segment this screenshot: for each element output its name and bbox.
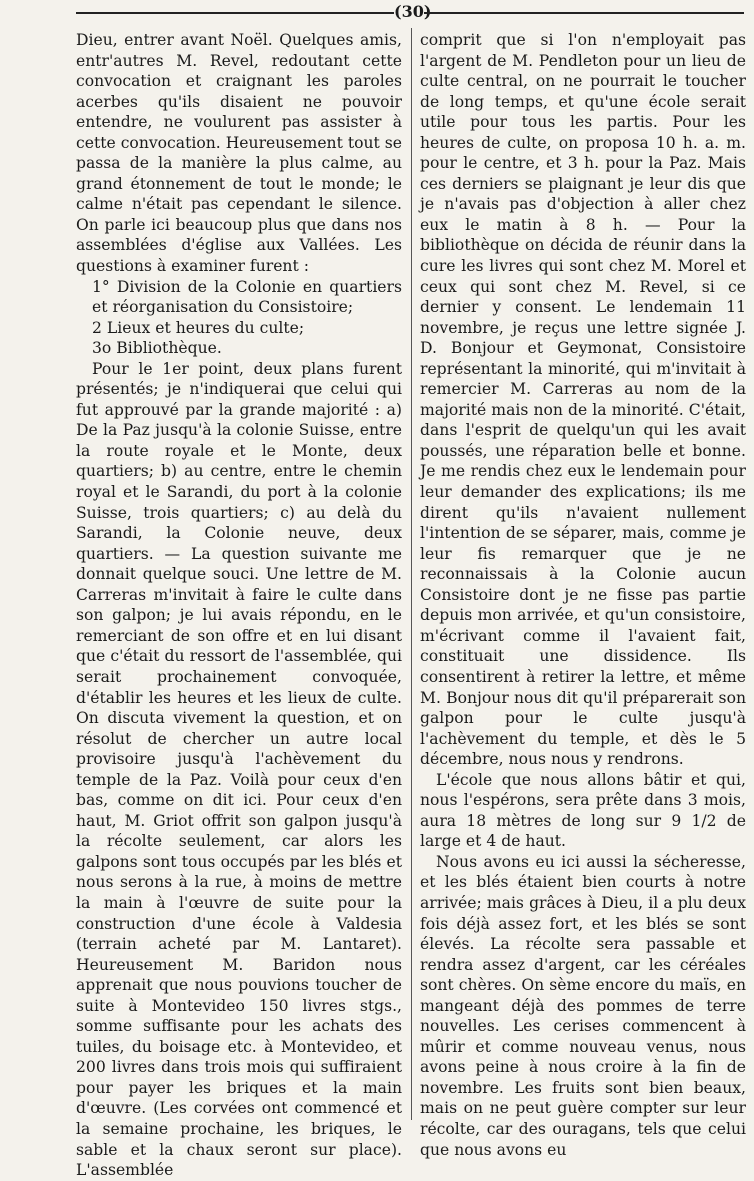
right-column [420, 30, 746, 1160]
header-rule-right [424, 12, 744, 14]
header-rule-left [76, 12, 394, 14]
left-column [76, 30, 402, 1181]
right-paragraph-1: comprit que si l'on n'employait pas l'argent de M. Pendleton pour un lieu de culte central, on ne pourrait le toucher de long temps, et qu'une école serait utile pour tous les partis. Pour les heures de culte, on proposa 10 h. a. m. pour le centre, et 3 h. pour la Paz. Mais ces derniers se plaignant je leur dis que je n'avais pas d'objection à aller chez eux le matin à 8 h. — Pour la bibliothèque on décida de réunir dans la cure les livres qui sont chez M. Morel et ceux qui sont chez M. Revel, si ce dernier y consent. Le lendemain 11 novembre, je reçus une lettre signée J. D. Bonjour et Geymonat, Consistoire représentant la minorité, qui m'invitait à remercier M. Carreras au nom de la majorité mais non de la minorité. C'était, dans l'esprit de quelqu'un qui les avait poussés, une réparation belle et bonne. Je me rendis chez eux le lendemain pour leur demander des explications; ils me dirent qu'ils n'avaient nullement l'intention de se séparer, mais, comme je leur fis remarquer que je ne reconnaissais à la Colonie aucun Consistoire dont je ne fisse pas partie depuis mon arrivée, et qu'un consistoire, m'écrivant comme il l'avaient fait, constituait une dissidence. Ils consentirent à retirer la lettre, et même M. Bonjour nous dit qu'il préparerait son galpon pour le culte jusqu'à l'achèvement du temple, et dès le 5 décembre, nous nous y rendrons. [420, 31, 746, 769]
agenda-item-1: 1° Division de la Colonie en quartiers et réorganisation du Consistoire; [92, 277, 402, 317]
left-paragraph-2: Pour le 1er point, deux plans furent présentés; je n'indiquerai que celui qui fut approuvé par la grande majorité : a) De la Paz jusqu'à la colonie Suisse, entre la route royale et le Monte, deux quartiers; b) au centre, entre le chemin royal et le Sarandi, du port à la colonie Suisse, trois quartiers; c) au delà du Sarandi, la Colonie neuve, deux quartiers. — La question suivante me donnait quelque souci. Une lettre de M. Carreras m'invitait à faire le culte dans son galpon; je lui avais répondu, en le remerciant de son offre et en lui disant que c'était du ressort de l'assemblée, qui serait prochainement convoquée, d'établir les heures et les lieux de culte. On discuta vivement la question, et on résolut de chercher un autre local provisoire jusqu'à l'achèvement du temple de la Paz. Voilà pour ceux d'en bas, comme on dit ici. Pour ceux d'en haut, M. Griot offrit son galpon jusqu'à la récolte seulement, car alors les galpons sont tous occupés par les blés et nous serons à la rue, à moins de mettre la main à l'œuvre de suite pour la construction d'une école à Valdesia (terrain acheté par M. Lantaret). Heureusement M. Baridon nous apprenait que nous pouvions toucher de suite à Montevideo 150 livres stgs., somme suffisante pour les achats des tuiles, du boisage etc. à Montevideo, et 200 livres dans trois mois qui suffiraient pour payer les briques et la main d'œuvre. (Les corvées ont commencé et la semaine prochaine, les briques, le sable et la chaux seront sur place). L'assemblée [76, 359, 402, 1180]
agenda-item-3: 3o Bibliothèque. [92, 339, 222, 358]
right-paragraph-2: L'école que nous allons bâtir et qui, nous l'espérons, sera prête dans 3 mois, aura 18 mètres de long sur 9 1/2 de large et 4 de haut. [420, 770, 746, 851]
left-paragraph-1: Dieu, entrer avant Noël. Quelques amis, entr'autres M. Revel, redoutant cette convocation et craignant les paroles acerbes qu'ils disaient ne pouvoir entendre, ne voulurent pas assister à cette convocation. Heureusement tout se passa de la manière la plus calme, au grand étonnement de tout le monde; le calme n'était pas cependant le silence. On parle ici beaucoup plus que dans nos assemblées d'église aux Vallées. Les questions à examiner furent : [76, 31, 402, 276]
page-number: (30) [394, 2, 432, 21]
column-divider [411, 28, 412, 1120]
agenda-item-2: 2 Lieux et heures du culte; [92, 318, 305, 337]
page-header [0, 0, 754, 26]
right-paragraph-3: Nous avons eu ici aussi la sécheresse, et les blés étaient bien courts à notre arrivée; mais grâces à Dieu, il a plu deux fois déjà assez fort, et les blés se sont élevés. La récolte sera passable et rendra assez d'argent, car les céréales sont chères. On sème encore du maïs, en mangeant déjà des pommes de terre nouvelles. Les cerises commencent à mûrir et comme nouveau venus, nous avons peine à nous croire à la fin de novembre. Les fruits sont bien beaux, mais on ne peut guère compter sur leur récolte, car des ouragans, tels que celui que nous avons eu [420, 852, 746, 1159]
